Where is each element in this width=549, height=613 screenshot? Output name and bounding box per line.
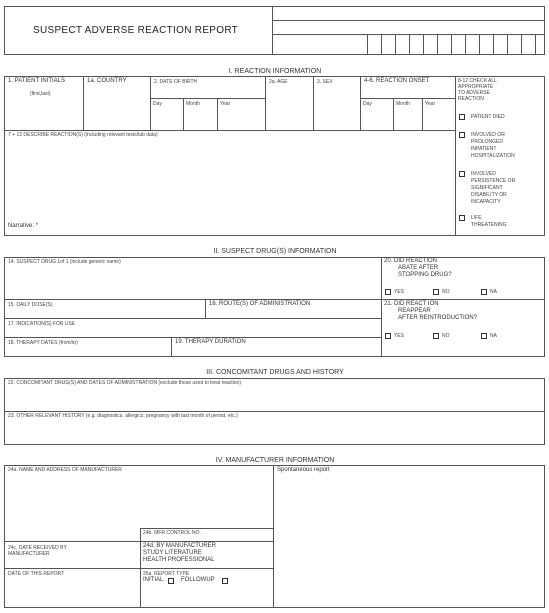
reappear-na-checkbox[interactable] (481, 333, 487, 339)
followup-label: FOLLOWUP (181, 577, 215, 583)
abate-na-label: NA (490, 289, 497, 295)
check-header-1: 8-12 CHECK ALL (458, 78, 497, 84)
initial-label: INITIAL (143, 577, 164, 583)
abate-yes-label: YES (394, 289, 405, 295)
reappear-yes-label: YES (394, 333, 405, 339)
disability-checkbox[interactable] (459, 171, 465, 177)
patient-died-label: PATIENT DIED (471, 114, 505, 120)
concomitant-drugs-label: 22. CONCOMITANT DRUG(S) AND DATES OF ADMINISTRATION (exclude those used to treat reaction) (8, 380, 242, 386)
check-header-4: REACTION (458, 96, 484, 102)
dob-month-label: Month (186, 101, 200, 107)
spontaneous-report-label: Spontaneous report (277, 467, 330, 473)
hospitalization-label-3: INPATIENT (471, 146, 497, 152)
abate-no-checkbox[interactable] (433, 289, 439, 295)
date-received-label-2: MANUFACTURER (8, 551, 50, 557)
patient-died-checkbox[interactable] (459, 114, 465, 120)
report-type-label: 25a. REPORT TYPE (143, 571, 190, 577)
abate-label-1: 20. DID REACTION (384, 258, 438, 264)
reappear-na-label: NA (490, 333, 497, 339)
patient-initials-label: 1. PATIENT INITIALS (8, 78, 66, 84)
dob-label: 2. DATE OF BIRTH (154, 79, 198, 85)
by-manufacturer-label-2: STUDY LITERATURE (143, 550, 202, 556)
history-label: 23. OTHER RELEVANT HISTORY (e.g. diagnostics, allergics, pregnancy with last month of period, etc.) (8, 413, 238, 419)
narrative-label: Narrative: * (8, 223, 39, 229)
form-title: SUSPECT ADVERSE REACTION REPORT (33, 25, 239, 36)
section-reaction-title: I. REACTION INFORMATION (228, 68, 322, 75)
describe-reaction-label: 7 + 13 DESCRIBE REACTION(S) (including relevant tests/lab data) (8, 132, 158, 138)
indication-label: 17. INDICATION(S) FOR USE (8, 321, 76, 327)
initial-checkbox[interactable] (168, 578, 174, 584)
abate-no-label: NO (442, 289, 450, 295)
dob-year-label: Year (220, 101, 231, 107)
check-header-2: APPROPRIATE (458, 84, 494, 90)
date-received-label-1: 24c. DATE RECEIVED BY (8, 545, 67, 551)
section-drugs-title: II. SUSPECT DRUG(S) INFORMATION (213, 248, 337, 255)
by-manufacturer-label-1: 24d. BY MANUFACTURER (143, 543, 216, 549)
route-label: 16. ROUTE(S) OF ADMINISTRATION (209, 301, 311, 307)
hospitalization-label-4: HOSPITALIZATION (471, 153, 515, 159)
control-no-label: 24b. MFR CONTROL NO. (143, 530, 201, 536)
sex-label: 3. SEX (317, 79, 333, 85)
therapy-duration-label: 19. THERAPY DURATION (175, 339, 246, 345)
abate-yes-checkbox[interactable] (385, 289, 391, 295)
manufacturer-section-box (4, 465, 545, 608)
disability-label-3: SIGNIFICANT (471, 185, 503, 191)
by-manufacturer-label-3: HEALTH PROFESSIONAL (143, 557, 215, 563)
first-last-label: (first,last) (30, 91, 51, 97)
disability-label-1: INVOLVED (471, 171, 496, 177)
name-address-label: 24a. NAME AND ADDRESS OF MANUFACTURER (8, 467, 122, 473)
section-manufacturer-title: IV. MANUFACTURER INFORMATION (215, 457, 335, 464)
section-concomitant-title: III. CONCOMITANT DRUGS AND HISTORY (206, 369, 344, 376)
reappear-yes-checkbox[interactable] (385, 333, 391, 339)
life-threatening-label-1: LIFE (471, 215, 482, 221)
disability-label-2: PERSISTENCE OR (471, 178, 516, 184)
life-threatening-label-2: THREATENING (471, 222, 507, 228)
date-report-label: DATE OF THIS REPORT (8, 571, 65, 577)
hospitalization-label-2: PROLONGED (471, 139, 503, 145)
reappear-no-label: NO (442, 333, 450, 339)
reappear-label-2: REAPPEAR (398, 308, 431, 314)
reappear-label-1: 21. DID REACT ION (384, 301, 439, 307)
followup-checkbox[interactable] (222, 578, 228, 584)
dob-day-label: Day (153, 101, 162, 107)
abate-na-checkbox[interactable] (481, 289, 487, 295)
disability-label-5: INCAPACITY (471, 199, 501, 205)
hospitalization-checkbox[interactable] (459, 132, 465, 138)
onset-year-label: Year (425, 101, 436, 107)
disability-label-4: DISABILITY OR (471, 192, 507, 198)
abate-label-3: STOPPING DRUG? (398, 272, 452, 278)
age-label: 2a. AGE (269, 79, 288, 85)
reappear-no-checkbox[interactable] (433, 333, 439, 339)
country-label: 1a. COUNTRY (87, 78, 127, 84)
onset-month-label: Month (396, 101, 410, 107)
check-header-3: TO ADVERSE (458, 90, 490, 96)
onset-label: 4-6. REACTION ONSET (364, 78, 430, 84)
onset-day-label: Day (363, 101, 372, 107)
suspect-drug-label: 14. SUSPECT DRUG 1of 1 (include generic name) (8, 259, 121, 265)
therapy-dates-label: 18. THERAPY DATES (from/to) (8, 340, 78, 346)
hospitalization-label-1: INVOLVED OR (471, 132, 505, 138)
reappear-label-3: AFTER REINTRODUCTION? (398, 315, 478, 321)
daily-dose-label: 15. DAILY DOSE(S) (8, 302, 53, 308)
abate-label-2: ABATE AFTER (398, 265, 439, 271)
life-threatening-checkbox[interactable] (459, 215, 465, 221)
